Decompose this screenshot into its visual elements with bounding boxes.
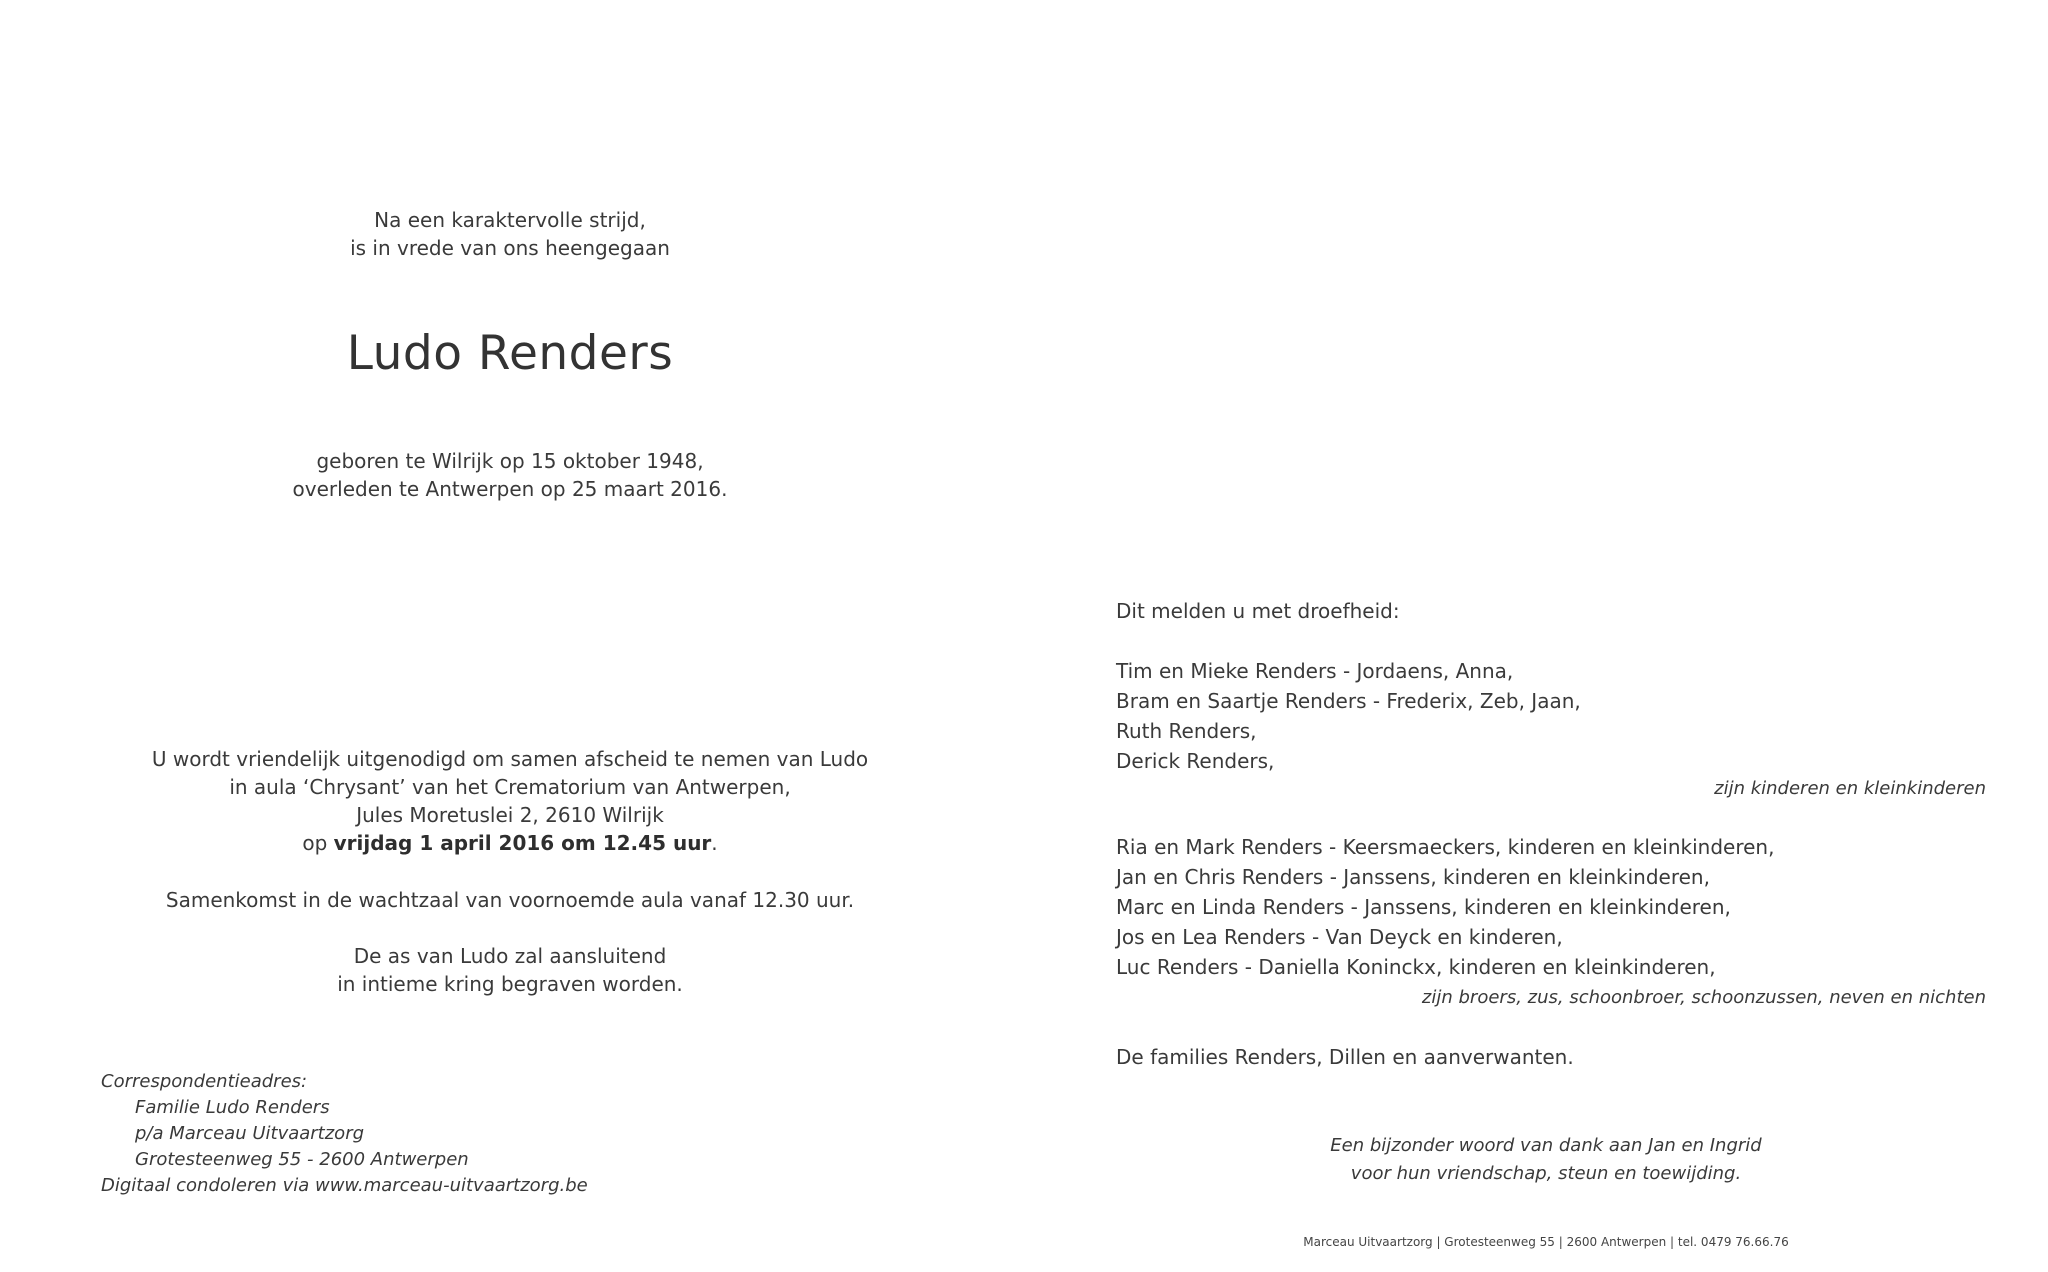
invitation-line-4 (110, 829, 910, 857)
invitation-date-prefix: op (302, 831, 334, 855)
announcement-lead: Dit melden u met droefheid: (1116, 599, 1400, 623)
list-item: Jan en Chris Renders - Janssens, kinderen en kleinkinderen, (1116, 865, 1710, 889)
list-item: Luc Renders - Daniella Koninckx, kinderen en kleinkinderen, (1116, 955, 1716, 979)
life-dates (210, 447, 810, 503)
list-item: Ruth Renders, (1116, 719, 1257, 743)
correspondence-heading: Correspondentieadres: (101, 1071, 308, 1092)
thanks-note (1196, 1132, 1896, 1188)
birth-line: geboren te Wilrijk op 15 oktober 1948, (316, 449, 704, 473)
siblings-caption: zijn broers, zus, schoonbroer, schoonzussen, neven en nichten (1421, 987, 1986, 1008)
deceased-name: Ludo Renders (346, 326, 674, 381)
invitation-date-suffix: . (711, 831, 718, 855)
ashes-line-1: De as van Ludo zal aansluitend (353, 944, 667, 968)
list-item: Bram en Saartje Renders - Frederix, Zeb, Jaan, (1116, 689, 1581, 713)
ashes-note (110, 942, 910, 998)
correspondence-address (101, 1069, 588, 1199)
ceremony-invitation (110, 745, 910, 857)
funeral-home-footer: Marceau Uitvaartzorg | Grotesteenweg 55 | 2600 Antwerpen | tel. 0479 76.66.76 (1303, 1235, 1789, 1249)
siblings-list (1116, 832, 1986, 982)
thanks-line-1: Een bijzonder woord van dank aan Jan en Ingrid (1330, 1135, 1762, 1156)
intro-line-1: Na een karaktervolle strijd, (374, 208, 646, 232)
children-caption: zijn kinderen en kleinkinderen (1714, 778, 1986, 799)
ceremony-datetime: vrijdag 1 april 2016 om 12.45 uur (333, 831, 712, 855)
online-condolence: Digitaal condoleren via www.marceau-uitvaartzorg.be (101, 1175, 588, 1196)
death-line: overleden te Antwerpen op 25 maart 2016. (292, 477, 728, 501)
correspondence-line-3: Grotesteenweg 55 - 2600 Antwerpen (135, 1149, 469, 1170)
list-item: Ria en Mark Renders - Keersmaeckers, kinderen en kleinkinderen, (1116, 835, 1775, 859)
invitation-line-2: in aula ‘Chrysant’ van het Crematorium van Antwerpen, (229, 775, 791, 799)
gathering-note: Samenkomst in de wachtzaal van voornoemde aula vanaf 12.30 uur. (165, 888, 855, 912)
list-item: Jos en Lea Renders - Van Deyck en kinderen, (1116, 925, 1563, 949)
correspondence-line-2: p/a Marceau Uitvaartzorg (135, 1123, 365, 1144)
children-list (1116, 656, 1986, 776)
intro-text (210, 206, 810, 262)
list-item: Tim en Mieke Renders - Jordaens, Anna, (1116, 659, 1514, 683)
intro-line-2: is in vrede van ons heengegaan (350, 236, 670, 260)
families-line: De families Renders, Dillen en aanverwanten. (1116, 1045, 1574, 1069)
thanks-line-2: voor hun vriendschap, steun en toewijding. (1350, 1163, 1742, 1184)
ashes-line-2: in intieme kring begraven worden. (337, 972, 683, 996)
correspondence-line-1: Familie Ludo Renders (135, 1097, 330, 1118)
list-item: Marc en Linda Renders - Janssens, kinderen en kleinkinderen, (1116, 895, 1731, 919)
list-item: Derick Renders, (1116, 749, 1275, 773)
invitation-line-1: U wordt vriendelijk uitgenodigd om samen afscheid te nemen van Ludo (151, 747, 869, 771)
invitation-line-3: Jules Moretuslei 2, 2610 Wilrijk (356, 803, 664, 827)
